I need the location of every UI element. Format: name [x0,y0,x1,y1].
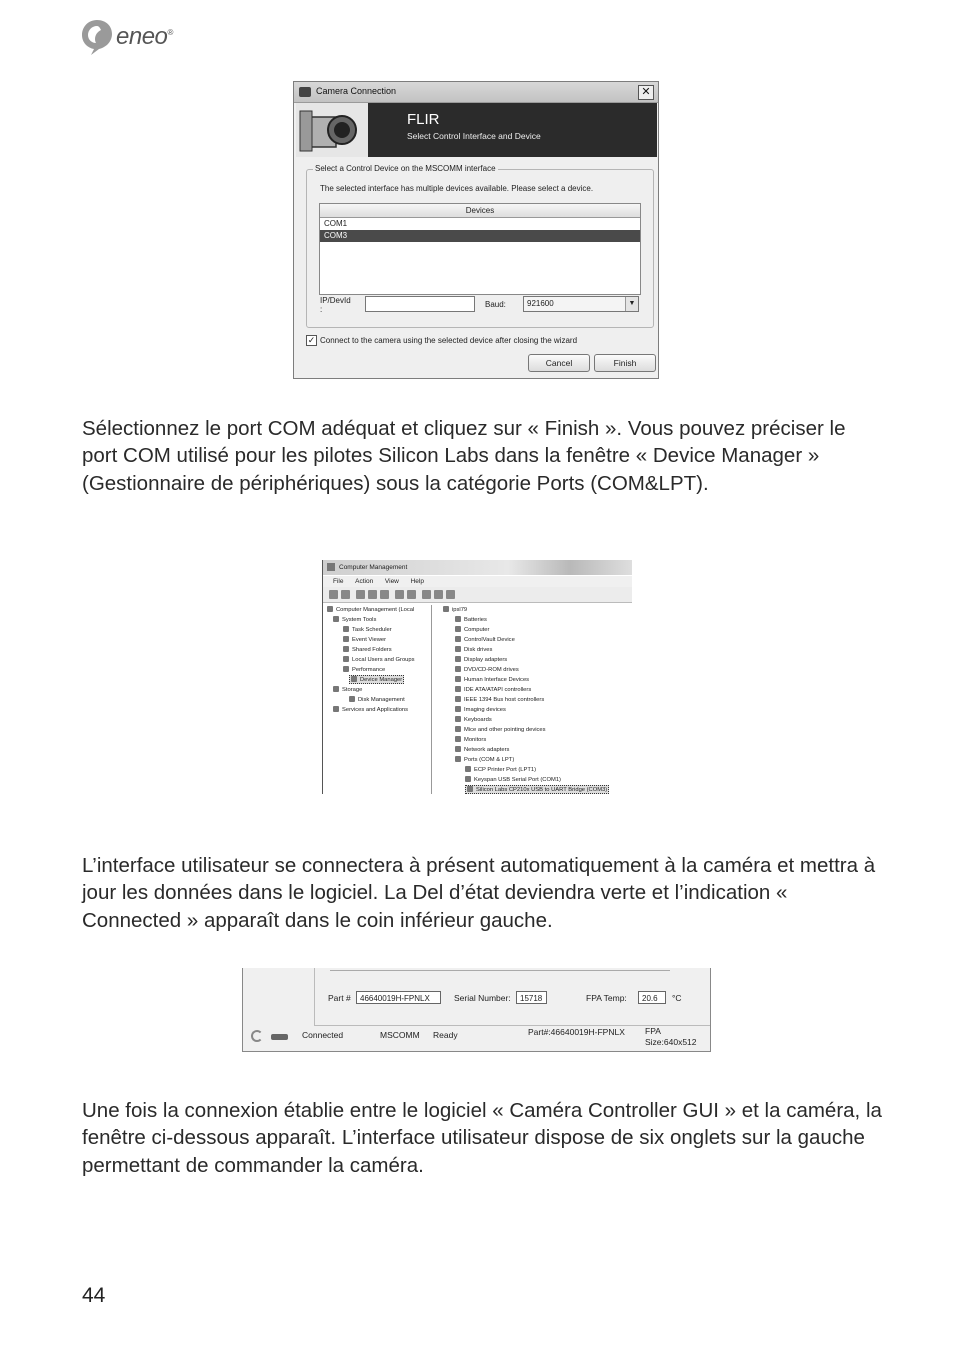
tree-item-selected[interactable]: Silicon Labs CP210x USB to UART Bridge (COM3) [465,785,609,794]
status-size: Size:640x512 [645,1037,697,1047]
device-row-com1[interactable]: COM1 [324,219,348,228]
paragraph-3: Une fois la connexion établie entre le logiciel « Caméra Controller GUI » et la caméra, la fenêtre ci-dessous apparaît. L’interface utilisateur dispose de six onglets sur la gauche permettant de commander la caméra. [82,1099,882,1177]
hid-icon [455,676,461,682]
port-icon [455,756,461,762]
computer-icon [455,626,461,632]
disk-icon [455,646,461,652]
devices-header[interactable]: Devices [320,204,640,218]
back-icon[interactable] [329,590,338,599]
device-group [306,164,654,328]
devices-list[interactable] [319,203,641,295]
disk-icon [349,696,355,702]
tree-item[interactable]: ipsl79 [443,606,467,613]
banner-brand: FLIR [407,111,440,128]
tree-item[interactable]: ECP Printer Port (LPT1) [465,766,536,773]
tree-item[interactable]: System Tools [333,616,376,623]
event-icon [343,636,349,642]
export-icon[interactable] [380,590,389,599]
users-icon [343,656,349,662]
status-ready: Ready [433,1030,458,1040]
status-fpa: FPA [645,1026,661,1036]
banner-subtitle: Select Control Interface and Device [407,131,541,141]
cm-device-tree [435,605,629,794]
ip-label: IP/DevId : [320,296,351,314]
tree-item[interactable]: Network adapters [455,746,509,753]
menu-view[interactable]: View [384,578,399,585]
dvd-icon [455,666,461,672]
keyboard-icon [455,716,461,722]
firewire-icon [455,696,461,702]
tree-item[interactable]: Disk Management [349,696,405,703]
tree-item[interactable]: Local Users and Groups [343,656,415,663]
menu-help[interactable]: Help [410,578,424,585]
tree-item[interactable]: Disk drives [455,646,492,653]
finish-button[interactable]: Finish [594,354,656,372]
port-icon [465,776,471,782]
tree-item[interactable]: Monitors [455,736,486,743]
serial-label: Serial Number: [454,993,511,1003]
part-label: Part # [328,993,351,1003]
device-icon [455,636,461,642]
services-icon [333,706,339,712]
computer-icon [327,606,333,612]
tree-item[interactable]: ControlVault Device [455,636,515,643]
fpa-field[interactable]: 20.6 [638,991,666,1004]
fpa-label: FPA Temp: [586,993,627,1003]
tree-item[interactable]: Imaging devices [455,706,506,713]
page-number: 44 [82,1284,106,1307]
camera-icon [455,706,461,712]
performance-icon [343,666,349,672]
update-driver-icon[interactable] [434,590,443,599]
camera-illustration-icon [296,103,368,157]
camera-connection-dialog [293,81,659,379]
tree-item[interactable]: Computer [455,626,489,633]
eneo-logo [80,18,173,56]
logo-wordmark: eneo® [116,23,173,50]
show-hide-icon[interactable] [368,590,377,599]
tree-item-selected[interactable]: Device Manager [349,675,404,684]
status-part: Part#:46640019H-FPNLX [528,1027,625,1037]
ide-icon [455,686,461,692]
help-icon[interactable] [395,590,404,599]
status-interface: MSCOMM [380,1030,420,1040]
tree-item[interactable]: Batteries [455,616,487,623]
tree-item[interactable]: Storage [333,686,362,693]
tree-item[interactable]: IDE ATA/ATAPI controllers [455,686,531,693]
baud-select[interactable] [523,296,639,312]
properties-icon[interactable] [407,590,416,599]
cm-toolbar [323,587,632,603]
paragraph-1: Sélectionnez le port COM adéquat et cliquez sur « Finish ». Vous pouvez préciser le port COM utilisé pour les pilotes Silicon Labs dans la fenêtre « Device Manager » (Gestionnaire de périphériques) sous la catégorie Ports (COM&LPT). [82,417,846,495]
serial-field[interactable]: 15718 [516,991,547,1004]
battery-icon [455,616,461,622]
tree-item[interactable]: Task Scheduler [343,626,392,633]
group-legend: Select a Control Device on the MSCOMM interface [315,164,496,173]
device-row-com3[interactable]: COM3 [320,230,640,242]
tree-item[interactable]: Mice and other pointing devices [455,726,546,733]
connect-checkbox[interactable]: ✓ [307,335,316,345]
tree-item[interactable]: Performance [343,666,385,673]
forward-icon[interactable] [341,590,350,599]
tree-item[interactable]: DVD/CD-ROM drives [455,666,519,673]
connect-checkbox-label: Connect to the camera using the selected device after closing the wizard [320,336,578,345]
close-button[interactable]: ✕ [638,85,654,100]
fpa-unit: °C [672,993,682,1003]
port-icon [465,766,471,772]
tree-item[interactable]: Ports (COM & LPT) [455,756,514,763]
group-message: The selected interface has multiple devices available. Please select a device. [320,184,594,193]
menu-action[interactable]: Action [355,578,374,585]
tools-icon [333,616,339,622]
display-icon [455,656,461,662]
tree-item[interactable]: IEEE 1394 Bus host controllers [455,696,544,703]
eneo-logo-mark-icon [80,18,114,56]
status-connected: Connected [302,1030,344,1040]
cm-left-tree [327,605,432,794]
chevron-down-icon[interactable]: ▼ [625,297,638,311]
port-icon [467,786,473,792]
tree-item[interactable]: Human Interface Devices [455,676,529,683]
computer-icon [443,606,449,612]
computer-management-window [322,560,632,794]
tree-item[interactable]: Services and Applications [333,706,408,713]
camera-icon [299,87,311,97]
part-field[interactable]: 46640019H-FPNLX [356,991,441,1004]
menu-file[interactable]: File [333,578,344,585]
tree-item[interactable]: Event Viewer [343,636,386,643]
tree-item[interactable]: Keyboards [455,716,492,723]
paragraph-2: L’interface utilisateur se connectera à présent automatiquement à la caméra et mettra à jour les données dans le logiciel. La Del d’état deviendra verte et l’indication « Connected » apparaît dans le coin inférieur gauche. [82,854,876,932]
mouse-icon [455,726,461,732]
ip-devid-input[interactable] [365,296,475,312]
scan-icon[interactable] [422,590,431,599]
cm-title: Computer Management [339,564,408,571]
monitor-icon [455,736,461,742]
up-icon[interactable] [356,590,365,599]
dialog-banner [296,103,657,157]
tree-item[interactable]: Keyspan USB Serial Port (COM1) [465,776,561,783]
dialog-title: Camera Connection [316,86,397,96]
sync-icon [251,1030,263,1042]
cancel-button[interactable]: Cancel [528,354,590,372]
status-led-icon [271,1034,288,1040]
tree-item[interactable]: Computer Management (Local [327,606,414,613]
disable-icon[interactable] [446,590,455,599]
baud-value: 921600 [527,299,554,308]
baud-label: Baud: [485,300,506,309]
status-panel [242,968,711,1052]
storage-icon [333,686,339,692]
device-manager-icon [351,676,357,682]
cm-titlebar[interactable] [323,560,632,575]
tree-item[interactable]: Shared Folders [343,646,392,653]
tree-item[interactable]: Display adapters [455,656,507,663]
status-divider [330,968,670,971]
folder-icon [343,646,349,652]
network-icon [455,746,461,752]
dialog-titlebar[interactable] [294,82,658,103]
clock-icon [343,626,349,632]
computer-management-icon [327,563,335,571]
cm-menubar [323,576,632,587]
